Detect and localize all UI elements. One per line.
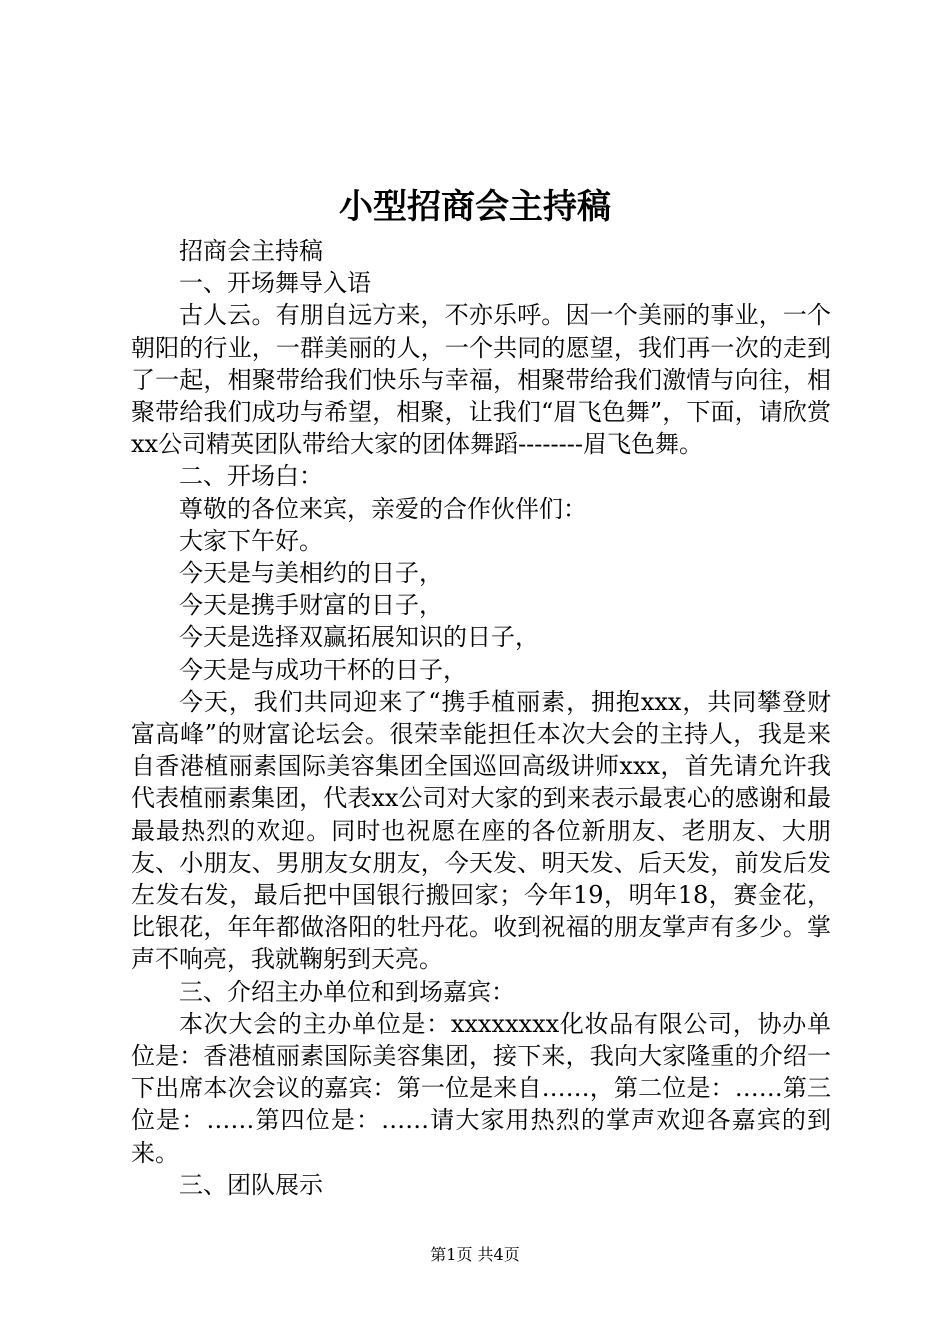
paragraph-opening-dance: 古人云。有朋自远方来，不亦乐呼。因一个美丽的事业，一个朝阳的行业，一群美丽的人，一个共同的愿望，我们再一次的走到了一起，相聚带给我们快乐与幸福，相聚带给我们激情与向往，相聚带给我们成功与希望，相聚，让我们“眉飞色舞”，下面，请欣赏xx公司精英团队带给大家的团体舞蹈--------眉飞色舞。 [131,301,831,459]
paragraph-good-afternoon: 大家下午好。 [179,526,323,555]
document-title: 小型招商会主持稿 [339,187,611,227]
paragraph-greeting: 尊敬的各位来宾，亲爱的合作伙伴们： [179,494,587,523]
paragraph-section-2-heading: 二、开场白： [179,462,323,491]
paragraph-section-3-heading: 三、介绍主办单位和到场嘉宾： [179,977,515,1006]
paragraph-section-1-heading: 一、开场舞导入语 [179,269,371,298]
paragraph-team-heading: 三、团队展示 [179,1170,323,1199]
paragraph-today-2: 今天是携手财富的日子， [179,591,443,620]
paragraph-host-intro: 今天，我们共同迎来了“携手植丽素，拥抱xxx，共同攀登财富高峰”的财富论坛会。很荣幸能担任本次大会的主持人，我是来自香港植丽素国际美容集团全国巡回高级讲师xxx，首先请允许我代表植丽素集团，代表xx公司对大家的到来表示最衷心的感谢和最最最热烈的欢迎。同时也祝愿在座的各位新朋友、老朋友、大朋友、小朋友、男朋友女朋友，今天发、明天发、后天发，前发后发左发右发，最后把中国银行搬回家；今年19，明年18，赛金花，比银花，年年都做洛阳的牡丹花。收到祝福的朋友掌声有多少。掌声不响亮，我就鞠躬到天亮。 [131,687,831,974]
document-body [131,235,831,1201]
paragraph-today-1: 今天是与美相约的日子， [179,559,443,588]
paragraph-doc-heading: 招商会主持稿 [179,237,323,265]
paragraph-today-4: 今天是与成功干杯的日子， [179,655,467,684]
page-footer: 第1页 共4页 [430,1245,520,1264]
paragraph-today-3: 今天是选择双赢拓展知识的日子， [179,623,539,652]
paragraph-organizers: 本次大会的主办单位是：xxxxxxxx化妆品有限公司，协办单位是：香港植丽素国际美容集团，接下来，我向大家隆重的介绍一下出席本次会议的嘉宾：第一位是来自……，第二位是：……第三位是：……第四位是：……请大家用热烈的掌声欢迎各嘉宾的到来。 [131,1009,831,1167]
